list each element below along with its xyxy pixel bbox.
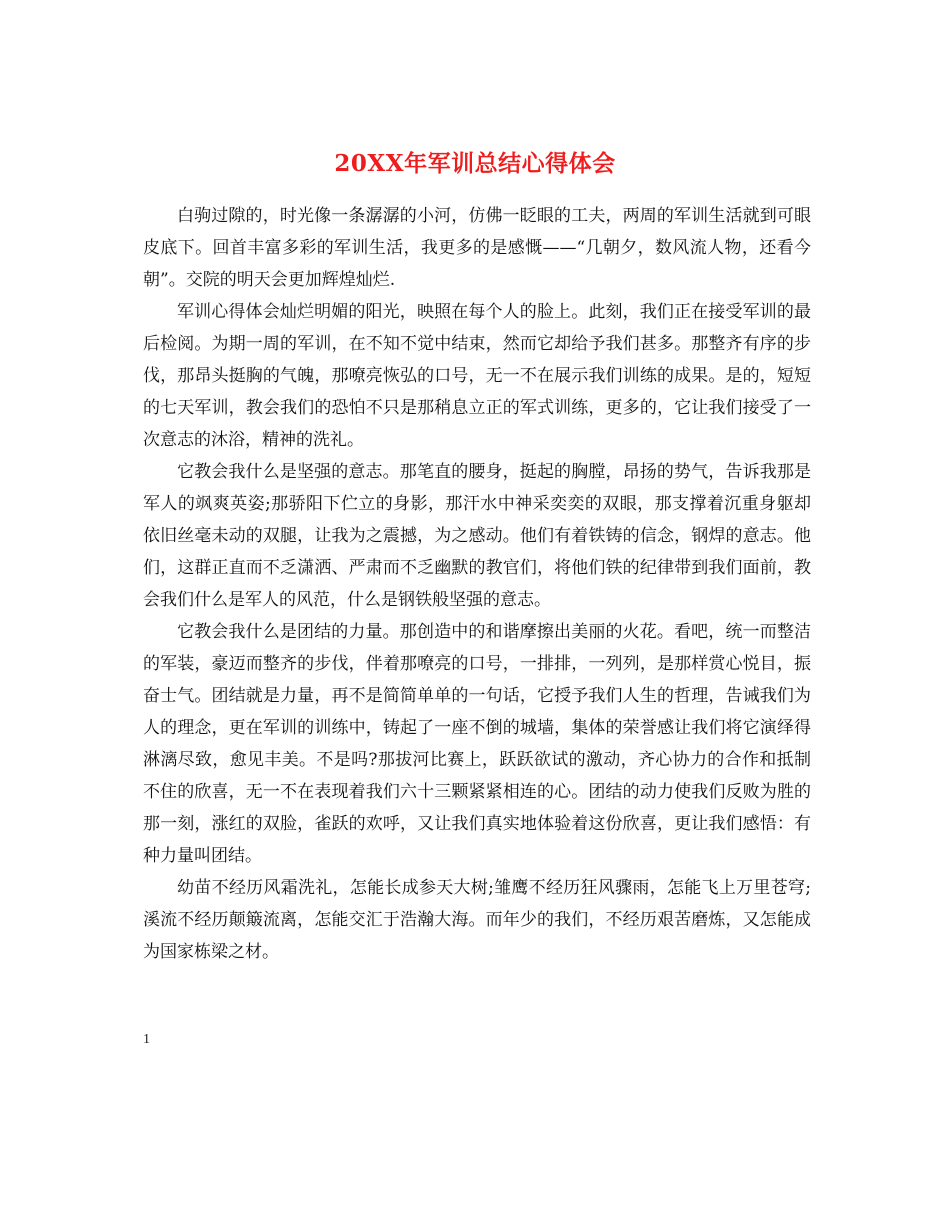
paragraph-3: 它教会我什么是坚强的意志。那笔直的腰身，挺起的胸膛，昂扬的势气，告诉我那是军人的飒爽英姿;那骄阳下伫立的身影，那汗水中神采奕奕的双眼，那支撑着沉重身躯却依旧丝毫未动的双腿，让我为之震撼，为之感动。他们有着铁铸的信念，钢焊的意志。他们，这群正直而不乏潇洒、严肃而不乏幽默的教官们，将他们铁的纪律带到我们面前，教会我们什么是军人的风范，什么是钢铁般坚强的意志。 [143, 462, 811, 610]
paragraph-4: 它教会我什么是团结的力量。那创造中的和谐摩擦出美丽的火花。看吧，统一而整洁的军装，豪迈而整齐的步伐，伴着那嘹亮的口号，一排排，一列列，是那样赏心悦目，振奋士气。团结就是力量，再不是简简单单的一句话，它授予我们人生的哲理，告诫我们为人的理念，更在军训的训练中，铸起了一座不倒的城墙，集体的荣誉感让我们将它演绎得淋漓尽致，愈见丰美。不是吗?那拔河比赛上，跃跃欲试的激动，齐心协力的合作和抵制不住的欣喜，无一不在表现着我们六十三颗紧紧相连的心。团结的动力使我们反败为胜的那一刻，涨红的双脸，雀跃的欢呼，又让我们真实地体验着这份欣喜，更让我们感悟：有种力量叫团结。 [143, 622, 811, 866]
page-number: 1 [143, 1032, 150, 1047]
document-title: 20XX年军训总结心得体会 [334, 150, 616, 178]
document-body [143, 200, 811, 968]
paragraph-1: 白驹过隙的，时光像一条潺潺的小河，仿佛一眨眼的工夫，两周的军训生活就到可眼皮底下。回首丰富多彩的军训生活，我更多的是感慨——“几朝夕，数风流人物，还看今朝”。交院的明天会更加辉煌灿烂. [143, 206, 811, 290]
paragraph-5: 幼苗不经历风霜洗礼，怎能长成参天大树;雏鹰不经历狂风骤雨，怎能飞上万里苍穹;溪流不经历颠簸流离，怎能交汇于浩瀚大海。而年少的我们，不经历艰苦磨炼，又怎能成为国家栋梁之材。 [143, 878, 811, 962]
paragraph-2: 军训心得体会灿烂明媚的阳光，映照在每个人的脸上。此刻，我们正在接受军训的最后检阅。为期一周的军训，在不知不觉中结束，然而它却给予我们甚多。那整齐有序的步伐，那昂头挺胸的气魄，那嘹亮恢弘的口号，无一不在展示我们训练的成果。是的，短短的七天军训，教会我们的恐怕不只是那稍息立正的军式训练，更多的，它让我们接受了一次意志的沐浴，精神的洗礼。 [143, 302, 811, 450]
